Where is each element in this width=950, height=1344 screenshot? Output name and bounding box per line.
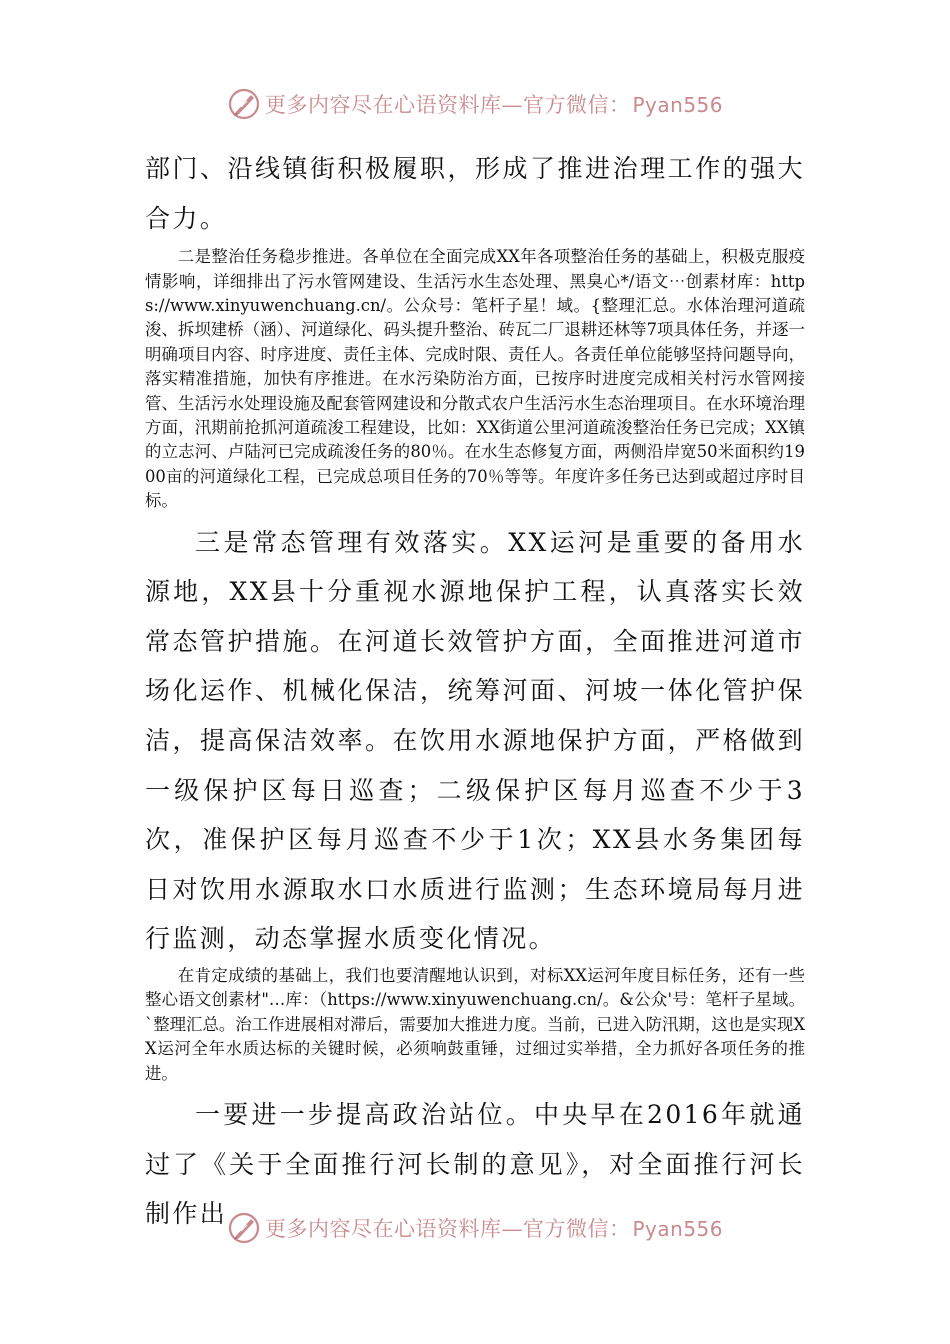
paragraph-3: 三是常态管理有效落实。XX运河是重要的备用水源地，XX县十分重视水源地保护工程，认真落实长效常态管护措施。在河道长效管护方面，全面推进河道市场化运作、机械化保洁，统筹河面、河坡一体化管护保洁，提高保洁效率。在饮用水源地保护方面，严格做到一级保护区每日巡查；二级保护区每月巡查不少于3次，准保护区每月巡查不少于1次；XX县水务集团每日对饮用水源取水口水质进行监测；生态环境局每月进行监测，动态掌握水质变化情况。 bbox=[145, 527, 805, 954]
quill-logo-icon bbox=[227, 87, 261, 121]
paragraph-1: 部门、沿线镇街积极履职，形成了推进治理工作的强大合力。 bbox=[145, 154, 805, 233]
watermark-text: 更多内容尽在心语资料库—官方微信： Pyan556 bbox=[264, 93, 723, 117]
footer-watermark bbox=[0, 1208, 950, 1248]
quill-logo-icon bbox=[227, 1211, 261, 1245]
paragraph-5: 一要进一步提高政治站位。中央早在2016年就通过了《关于全面推行河长制的意见》，对全面推行河长制作出 bbox=[145, 1100, 805, 1229]
paragraph-4: 在肯定成绩的基础上，我们也要清醒地认识到，对标XX运河年度目标任务，还有一些整心语文创素材"…库：（https://www.xinyuwenchuang.cn/。&公众'号：笔杆子星域。`整理汇总。治工作进展相对滞后，需要加大推进力度。当前，已进入防汛期，这也是实现XX运河全年水质达标的关键时候，必须响鼓重锤，过细过实举措，全力抓好各项任务的推进。 bbox=[145, 966, 805, 1083]
watermark-text: 更多内容尽在心语资料库—官方微信： Pyan556 bbox=[264, 1217, 723, 1241]
header-watermark bbox=[0, 84, 950, 124]
paragraph-2: 二是整治任务稳步推进。各单位在全面完成XX年各项整治任务的基础上，积极克服疫情影响，详细排出了污水管网建设、生活污水生态处理、黑臭心*/语文⋯创素材库：https://www.xinyuwenchuang.cn/。公众号：笔杆子星！域。{整理汇总。水体治理河道疏浚、拆坝建桥（涵）、河道绿化、码头提升整治、砖瓦二厂退耕还林等7项具体任务，并逐一明确项目内容、时序进度、责任主体、完成时限、责任人。各责任单位能够坚持问题导向，落实精准措施，加快有序推进。在水污染防治方面，已按序时进度完成相关村污水管网接管、生活污水处理设施及配套管网建设和分散式农户生活污水生态治理项目。在水环境治理方面，汛期前抢抓河道疏浚工程建设，比如：XX街道公里河道疏浚整治任务已完成；XX镇的立志河、卢陆河已完成疏浚任务的80％。在水生态修复方面，两侧沿岸宽50米面积约1900亩的河道绿化工程，已完成总项目任务的70％等等。年度许多任务已达到或超过序时目标。 bbox=[145, 247, 805, 511]
document-body bbox=[145, 144, 805, 1239]
